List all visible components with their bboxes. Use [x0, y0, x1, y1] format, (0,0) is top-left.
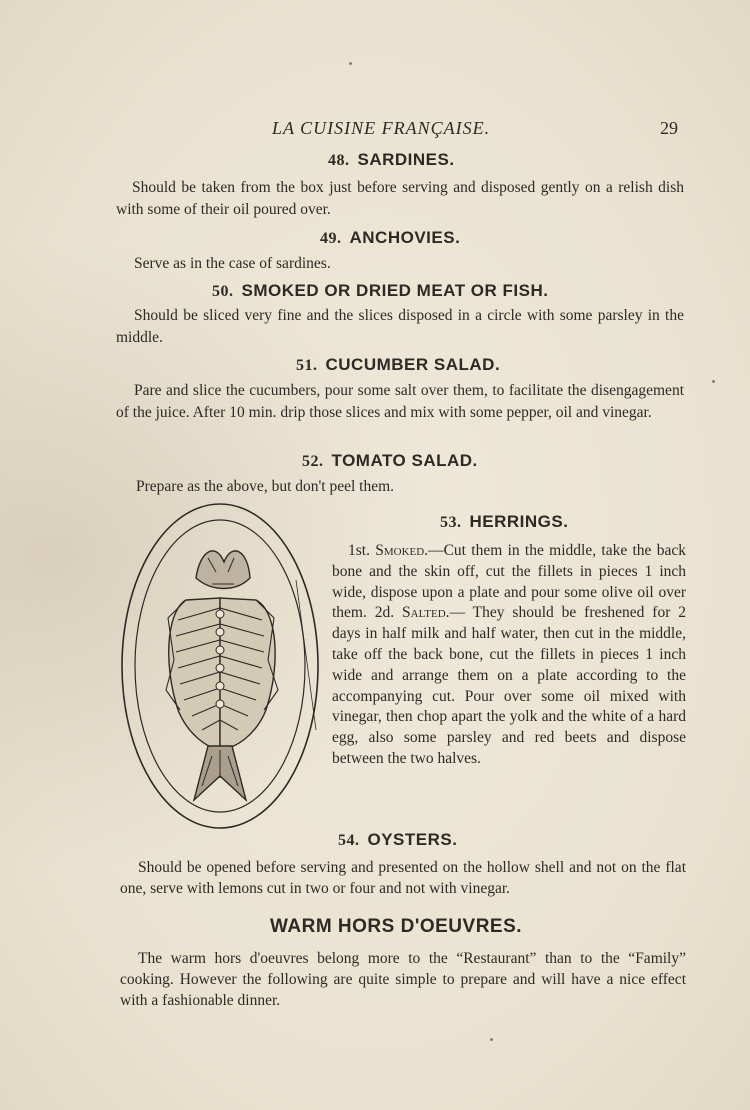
recipe-text-smoked-meat: Should be sliced very fine and the slices disposed in a circle with some parsley in the middle.	[116, 307, 684, 346]
recipe-title: SMOKED OR DRIED MEAT OR FISH.	[241, 281, 549, 300]
section-heading-warm-hors-doeuvres: WARM HORS D'OEUVRES.	[270, 916, 523, 937]
section-text-warm-hors-doeuvres: The warm hors d'oeuvres belong more to the “Restaurant” than to the “Family” cooking. However the following are quite simple to prepare and will have a nice effect with a fashionable dinner.	[120, 950, 686, 1009]
recipe-heading-cucumber-salad	[296, 355, 500, 375]
recipe-number: 50.	[212, 283, 234, 300]
recipe-title: HERRINGS.	[469, 512, 569, 531]
recipe-number: 48.	[328, 152, 350, 169]
recipe-title: OYSTERS.	[367, 830, 458, 849]
herrings-text-salted: — They should be freshened for 2 days in half milk and half water, then cut in the middle, take off the back bone, cut the fillets in pieces 1 inch wide and arrange them on a plate according to the accompanying cut. Pour over some oil mixed with vinegar, then chop apart the yolk and the white of a hard egg, also some parsley and red beets and dispose between the two halves.	[332, 604, 686, 767]
recipe-heading-smoked-meat	[212, 281, 548, 301]
page-speck	[490, 1038, 493, 1041]
herring-platter-illustration	[116, 500, 334, 832]
herrings-label-salted: Salted.	[402, 604, 450, 622]
recipe-number: 54.	[338, 832, 360, 849]
page-speck	[712, 380, 715, 383]
herrings-ordinal-2: 2d.	[374, 604, 395, 622]
recipe-heading-sardines	[328, 150, 455, 170]
page-number: 29	[660, 118, 678, 138]
recipe-title: ANCHOVIES.	[349, 228, 461, 247]
recipe-title: CUCUMBER SALAD.	[325, 355, 501, 374]
recipe-heading-anchovies	[320, 228, 460, 248]
recipe-text-tomato-salad: Prepare as the above, but don't peel them.	[136, 478, 395, 495]
running-head: LA CUISINE FRANÇAISE.	[272, 118, 491, 138]
page-speck	[349, 62, 352, 65]
herrings-text-smoked: —Cut them in the middle, take the back bone and the skin off, cut the fillets in pieces 1 inch wide, dispose upon a plate and pour some olive oil over them.	[332, 542, 686, 622]
recipe-number: 49.	[320, 230, 342, 247]
recipe-heading-herrings	[440, 512, 568, 532]
herrings-ordinal-1: 1st.	[348, 542, 370, 559]
recipe-number: 52.	[302, 453, 324, 470]
herrings-label-smoked: Smoked.	[375, 542, 429, 559]
recipe-text-oysters: Should be opened before serving and presented on the hollow shell and not on the flat one, serve with lemons cut in two or four and not with vinegar.	[120, 859, 686, 897]
recipe-text-anchovies: Serve as in the case of sardines.	[134, 255, 331, 272]
recipe-text-sardines: Should be taken from the box just before serving and disposed gently on a relish dish with some of their oil poured over.	[116, 179, 684, 218]
recipe-number: 53.	[440, 514, 462, 531]
recipe-text-herrings	[332, 541, 686, 770]
recipe-heading-tomato-salad	[302, 451, 478, 471]
recipe-text-cucumber-salad: Pare and slice the cucumbers, pour some salt over them, to facilitate the disengagement of the juice. After 10 min. drip those slices and mix with some pepper, oil and vinegar.	[116, 382, 684, 421]
recipe-title: SARDINES.	[357, 150, 455, 169]
recipe-number: 51.	[296, 357, 318, 374]
recipe-title: TOMATO SALAD.	[331, 451, 478, 470]
recipe-heading-oysters	[338, 830, 457, 850]
